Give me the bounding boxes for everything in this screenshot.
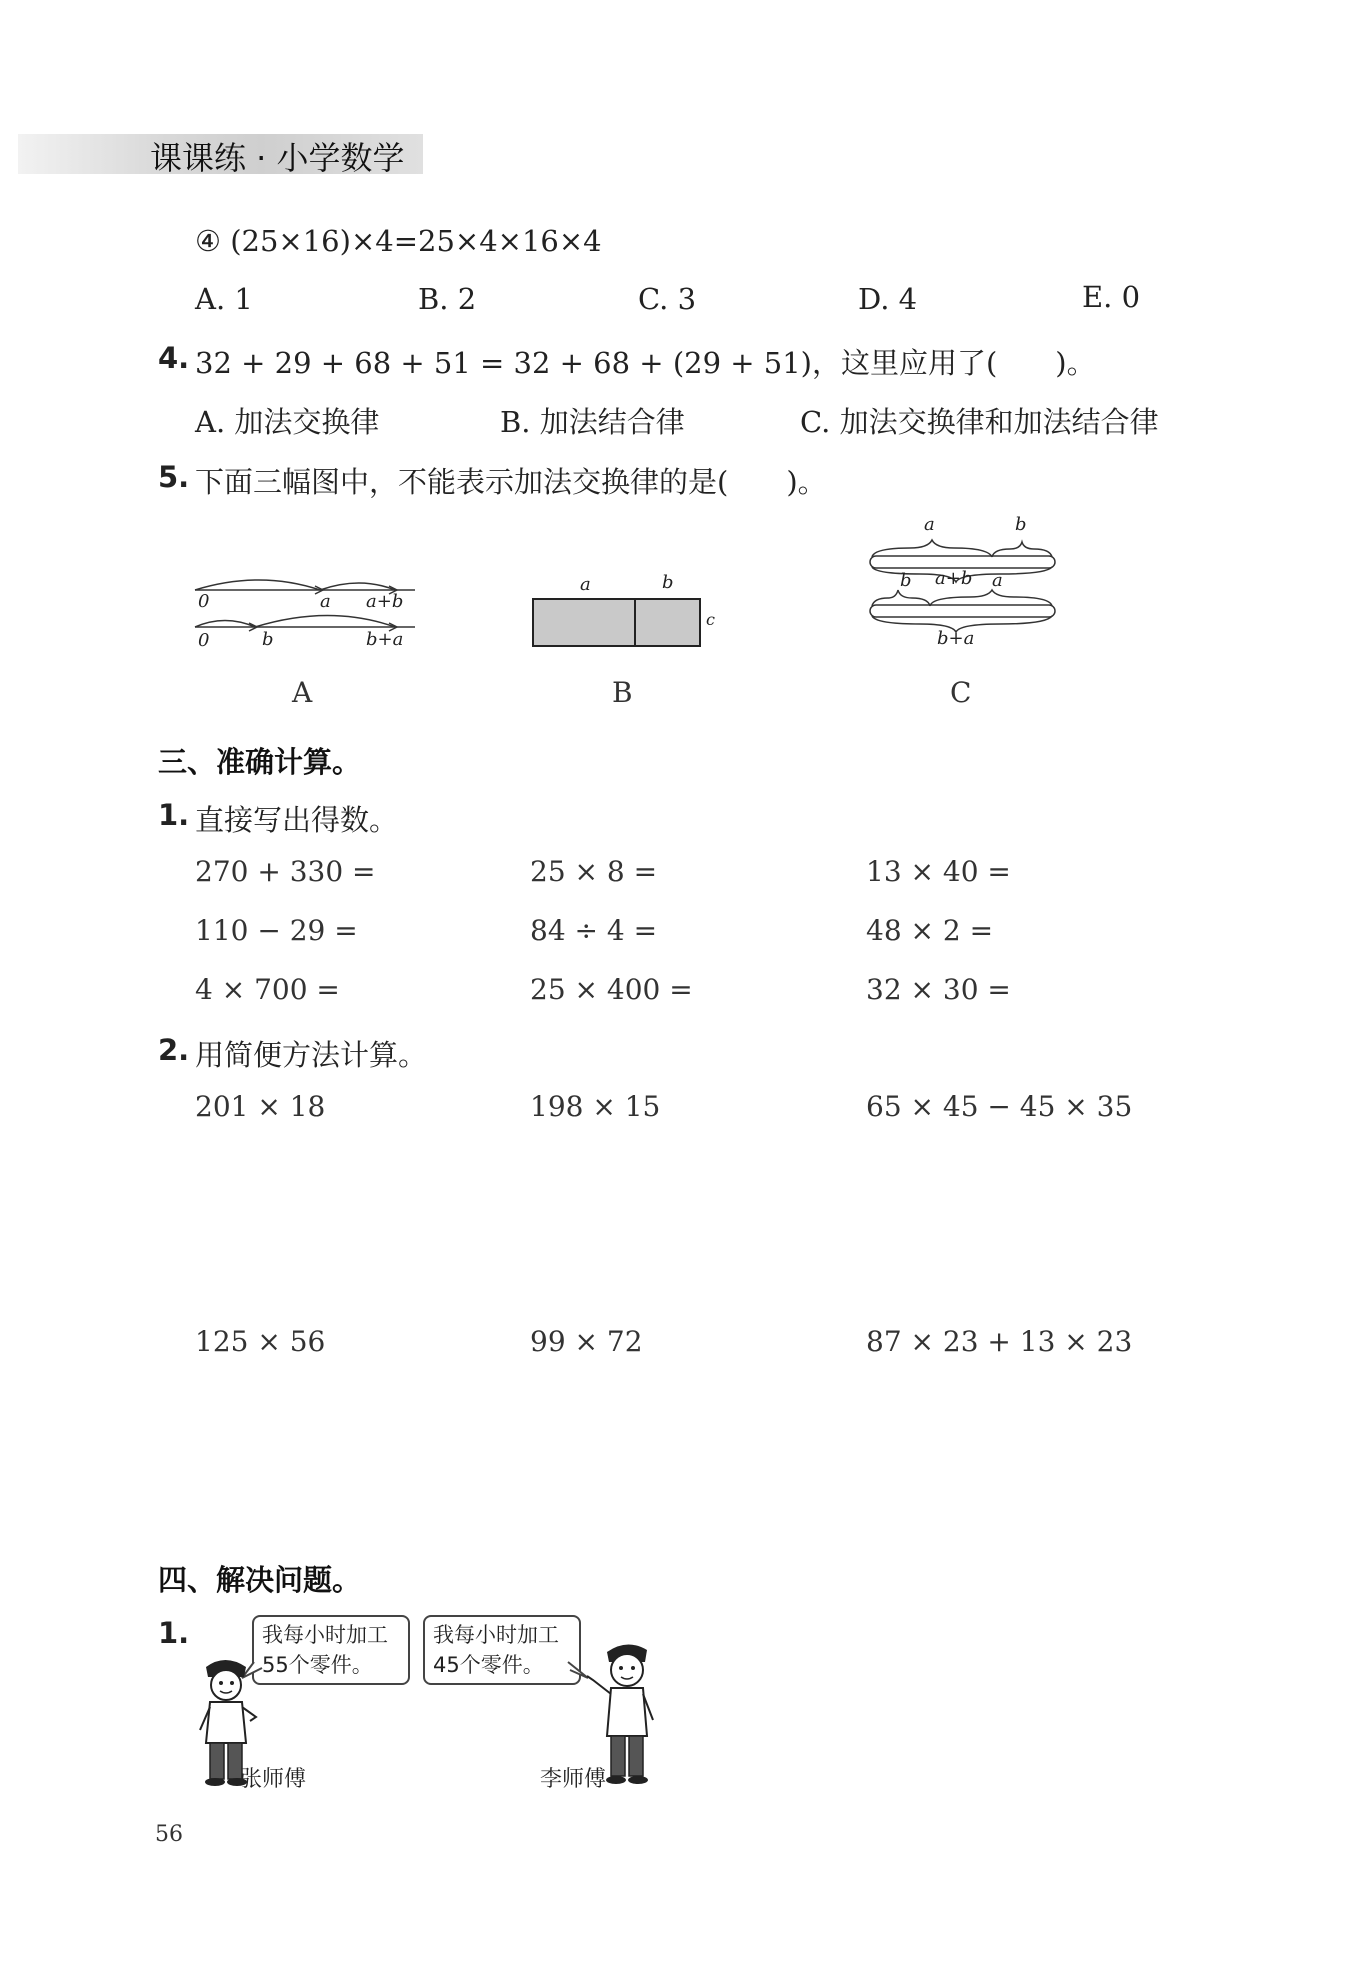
q4-option-b: B. 加法结合律 [500,405,685,439]
fig-c-b1: b [1015,514,1027,535]
fig-b-rectangle [533,599,700,646]
fig-a-a: a [320,591,331,612]
fig-c-a1: a [924,514,935,535]
section4-title: 四、解决问题。 [158,1563,362,1597]
bubble-li-line1: 我每小时加工 [433,1623,559,1647]
bubble-zhang-line1: 我每小时加工 [262,1623,388,1647]
q5-number: 5. [158,460,190,494]
fig-b-label: B [612,676,633,709]
fig-c-brace-b [992,542,1052,557]
simple-r2c3: 87 × 23 + 13 × 23 [866,1325,1133,1358]
fig-a-apb: a+b [366,591,404,612]
fig-a-arc-b [320,583,395,590]
fig-b-c: c [706,610,715,629]
q3-option-e: E. 0 [1082,280,1141,314]
bubble-li-line2: 45个零件。 [433,1653,544,1677]
direct-r3c1: 4 × 700 = [195,973,340,1006]
speech-bubble-zhang [252,1615,410,1685]
direct-r2c2: 84 ÷ 4 = [530,914,658,947]
q3-option-a: A. 1 [195,282,253,316]
simple-r2c1: 125 × 56 [195,1325,326,1358]
fig-a-arc-a2 [255,616,395,628]
fig-c-a2: a [992,570,1003,591]
fig-c-label: C [950,676,972,709]
direct-r1c1: 270 + 330 = [195,855,376,888]
q4-option-a: A. 加法交换律 [195,405,380,439]
simple-r1c1: 201 × 18 [195,1090,326,1123]
fig-a-zero1: 0 [198,591,210,612]
direct-r2c1: 110 − 29 = [195,914,358,947]
direct-r3c2: 25 × 400 = [530,973,693,1006]
fig-c-bpa: b+a [937,628,975,649]
fig-a-bpa: b+a [366,629,404,650]
fig-a-arc-a [195,580,320,590]
s3-p2-text: 用简便方法计算。 [195,1038,428,1072]
simple-r2c2: 99 × 72 [530,1325,643,1358]
fig-c-brace-a2 [930,590,1052,606]
fig-c-b2: b [900,570,912,591]
fig-b-b: b [662,572,674,593]
q3-option-d: D. 4 [858,282,918,316]
section3-title: 三、准确计算。 [158,745,362,779]
s3-p1-text: 直接写出得数。 [195,803,399,837]
q4-option-c: C. 加法交换律和加法结合律 [800,405,1159,439]
q3-option-b: B. 2 [418,282,477,316]
fig-a-label: A [292,676,313,709]
q3-item4: ④ (25×16)×4=25×4×16×4 [195,224,602,258]
speech-bubble-li [423,1615,581,1685]
direct-r1c3: 13 × 40 = [866,855,1011,888]
fig-c-brace-a [872,540,992,557]
name-li: 李师傅 [540,1767,607,1792]
simple-r1c2: 198 × 15 [530,1090,661,1123]
s3-p2-number: 2. [158,1033,190,1067]
fig-b-a: a [580,574,591,595]
fig-a-b: b [262,629,274,650]
figure-b [530,596,705,651]
s4-p1-number: 1. [158,1616,190,1650]
bubble-zhang-line2: 55个零件。 [262,1653,373,1677]
fig-a-arc-b2 [195,621,255,628]
direct-r2c3: 48 × 2 = [866,914,994,947]
s3-p1-number: 1. [158,798,190,832]
name-zhang: 张师傅 [240,1767,307,1792]
q5-text: 下面三幅图中，不能表示加法交换律的是( )。 [195,465,827,499]
page-number: 56 [155,1822,183,1847]
fig-a-zero2: 0 [198,630,210,651]
fig-c-brace-b2 [872,590,930,606]
q4-text: 32 + 29 + 68 + 51 = 32 + 68 + (29 + 51)，这里应用了( )。 [195,346,1096,380]
q3-option-c: C. 3 [638,282,697,316]
fig-c-bar-top [870,556,1055,568]
header-title: 课课练 · 小学数学 [150,139,405,177]
direct-r3c3: 32 × 30 = [866,973,1011,1006]
simple-r1c3: 65 × 45 − 45 × 35 [866,1090,1133,1123]
q4-number: 4. [158,341,190,375]
direct-r1c2: 25 × 8 = [530,855,658,888]
fig-c-apb: a+b [935,568,973,589]
fig-c-bar-bottom [870,605,1055,617]
